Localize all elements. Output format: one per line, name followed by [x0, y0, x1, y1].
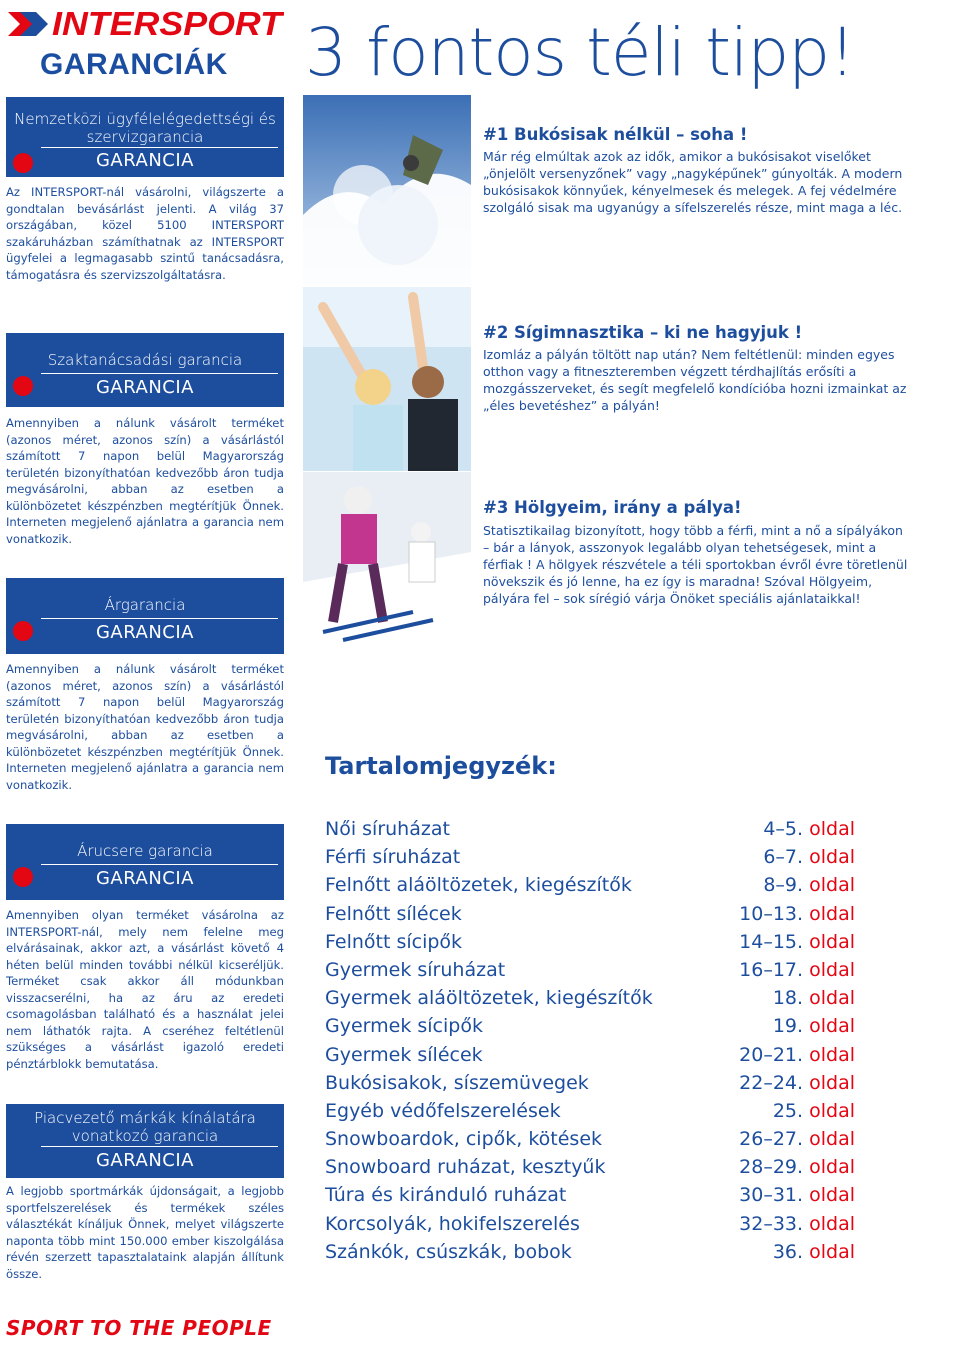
toc-item-pages	[763, 843, 855, 871]
main-title: 3 fontos téli tipp!	[305, 14, 855, 91]
toc-item-label: Gyermek aláöltözetek, kiegészítők	[325, 987, 653, 1010]
toc-row	[325, 1069, 855, 1097]
toc-item-label: Szánkók, csúszkák, bobok	[325, 1240, 572, 1263]
toc-row	[325, 956, 855, 984]
logo-swoosh-icon	[8, 12, 48, 36]
toc-page-range: 4–5.	[763, 818, 804, 840]
tip-heading: #2 Sígimnasztika – ki ne hagyjuk !	[483, 323, 803, 342]
toc-page-range: 19.	[772, 1015, 804, 1038]
toc-item-label: Snowboardok, cipők, kötések	[325, 1128, 603, 1151]
toc-page-range: 6–7.	[763, 846, 804, 869]
red-dot-icon	[13, 153, 33, 173]
intersport-logo	[6, 4, 284, 40]
toc-item-label: Túra és kiránduló ruházat	[325, 1184, 567, 1207]
toc-page-suffix: oldal	[809, 1015, 855, 1038]
red-dot-icon	[13, 621, 33, 641]
toc-page-range: 20–21.	[739, 1043, 804, 1066]
guarantee-text: Amennyiben a nálunk vásárolt terméket (azonos méret, azonos szín) a vásárlástól számított 7 napon belül Magyarország területén bizonyíthatóan kedvezőbb áron tudja megvásárolni, abban az esetben a különbözetet készpénzben megtérítjük Önnek. Interneten megjelenő ajánlatra a garancia nem vonatkozik.	[6, 416, 284, 546]
toc-page-suffix: oldal	[809, 818, 855, 840]
toc-page-range: 30–31.	[739, 1184, 804, 1207]
table-of-contents	[325, 815, 855, 1266]
tip-text: Már rég elmúltak azok az idők, amikor a bukósisakot viselőket „önjelölt versenyzőnek” vagy „nagyképűnek” gúnyolták. A modern bukósisakok könnyűek, kényelmesek és melegek. A fej védelmére szolgáló sisak ma ugyanúgy a sífelszerelés része, mint maga a léc.	[483, 149, 903, 215]
toc-row	[325, 1041, 855, 1069]
toc-item-label: Snowboard ruházat, kesztyűk	[325, 1156, 606, 1179]
toc-page-suffix: oldal	[809, 902, 855, 925]
toc-item-label: Egyéb védőfelszerelések	[325, 1099, 561, 1122]
toc-item-label: Korcsolyák, hokifelszerelés	[325, 1212, 580, 1235]
toc-page-range: 22–24.	[739, 1071, 804, 1094]
toc-row	[325, 984, 855, 1012]
toc-row	[325, 871, 855, 899]
toc-page-range: 28–29.	[739, 1156, 804, 1179]
toc-page-suffix: oldal	[809, 1240, 855, 1263]
toc-item-pages	[739, 900, 855, 928]
guarantee-label: GARANCIA	[95, 377, 194, 398]
toc-item-pages	[739, 956, 855, 984]
toc-row	[325, 1238, 855, 1266]
guarantee-text: Az INTERSPORT-nál vásárolni, világszerte a gondtalan bevásárlást jelenti. A világ 37 országában, közel 5100 INTERSPORT szakáruházban számíthatnak az INTERSPORT ügyfelei a legmagasabb szintű tanácsadásra, támogatásra és szervizszolgáltatásra.	[6, 185, 284, 282]
guarantee-box-international	[6, 97, 284, 177]
toc-item-pages	[739, 1210, 855, 1238]
toc-item-label: Női síruházat	[325, 818, 450, 840]
logo-wordmark: INTERSPORT	[52, 5, 284, 40]
toc-row	[325, 843, 855, 871]
toc-row	[325, 1153, 855, 1181]
toc-item-pages	[739, 1069, 855, 1097]
tip-heading: #3 Hölgyeim, irány a pálya!	[483, 498, 742, 517]
toc-page-range: 14–15.	[739, 930, 804, 953]
photo-women-skiers	[303, 472, 471, 647]
toc-page-range: 10–13.	[739, 902, 804, 925]
tip-text: Izomláz a pályán töltött nap után? Nem feltétlenül: minden egyes otthon vagy a fitneszteremben végzett térdhajlítás erősíti a mozgásszerveket, és segít megfelelő kondícióba hozni izmainkat az „éles bevetéshez” a pályán!	[483, 347, 907, 413]
toc-item-pages	[763, 815, 855, 843]
toc-row	[325, 815, 855, 843]
toc-page-suffix: oldal	[809, 1099, 855, 1122]
red-dot-icon	[13, 376, 33, 396]
toc-page-suffix: oldal	[809, 1156, 855, 1179]
toc-row	[325, 900, 855, 928]
toc-item-label: Gyermek síruházat	[325, 958, 506, 981]
guarantee-box-advice	[6, 333, 284, 407]
toc-item-label: Gyermek sícipők	[325, 1015, 483, 1038]
toc-item-label: Gyermek sílécek	[325, 1043, 483, 1066]
toc-page-suffix: oldal	[809, 1071, 855, 1094]
guarantee-box-price	[6, 578, 284, 654]
toc-row	[325, 1125, 855, 1153]
toc-page-range: 16–17.	[739, 958, 804, 981]
toc-page-suffix: oldal	[809, 1043, 855, 1066]
toc-item-pages	[773, 1012, 855, 1040]
guarantee-box-exchange	[6, 824, 284, 900]
toc-page-range: 25.	[772, 1099, 804, 1122]
toc-item-pages	[739, 1153, 855, 1181]
toc-page-suffix: oldal	[809, 874, 855, 897]
guarantee-label: GARANCIA	[95, 868, 194, 889]
tip-text: Statisztikailag bizonyított, hogy több a férfi, mint a nő a sípályákon – bár a lányok, asszonyok legalább olyan tehetségesek, mint a férfiak ! A hölgyek részvétele a téli sportokban évről évre töretlenül növekszik és jó lenne, ha ez így is maradna! Szóval Hölgyeim, pályára fel – sok sírégió várja Önöket speciális ajánlataikkal!	[483, 523, 908, 606]
toc-page-range: 18.	[772, 987, 804, 1010]
toc-page-suffix: oldal	[809, 1128, 855, 1151]
photo-gymnastics	[303, 287, 471, 471]
toc-item-label: Férfi síruházat	[325, 846, 461, 869]
toc-item-label: Felnőtt aláöltözetek, kiegészítők	[325, 874, 632, 897]
toc-page-suffix: oldal	[809, 987, 855, 1010]
toc-item-pages	[763, 871, 855, 899]
toc-row	[325, 1181, 855, 1209]
toc-item-label: Bukósisakok, síszemüvegek	[325, 1071, 589, 1094]
guarantee-box-brands	[6, 1104, 284, 1178]
toc-item-pages	[773, 1097, 855, 1125]
toc-item-label: Felnőtt sílécek	[325, 902, 462, 925]
guarantee-label: GARANCIA	[95, 1150, 194, 1171]
toc-page-suffix: oldal	[809, 958, 855, 981]
guarantee-title: Árgarancia	[104, 596, 186, 614]
slogan: SPORT TO THE PEOPLE	[6, 1316, 272, 1340]
guarantee-label: GARANCIA	[95, 150, 194, 171]
guarantee-title: Nemzetközi ügyfélelégedettségi és szervizgarancia	[14, 110, 276, 146]
toc-page-suffix: oldal	[809, 1184, 855, 1207]
toc-page-suffix: oldal	[809, 1212, 855, 1235]
tip-heading: #1 Bukósisak nélkül – soha !	[483, 125, 748, 144]
toc-item-pages	[739, 1125, 855, 1153]
toc-item-pages	[773, 984, 855, 1012]
guarantee-title: Szaktanácsadási garancia	[47, 351, 243, 369]
guarantee-title: Árucsere garancia	[77, 842, 213, 860]
toc-row	[325, 1210, 855, 1238]
toc-item-pages	[739, 1181, 855, 1209]
toc-page-suffix: oldal	[809, 930, 855, 953]
guarantee-label: GARANCIA	[95, 622, 194, 643]
toc-page-range: 26–27.	[739, 1128, 804, 1151]
brand-subtitle: GARANCIÁK	[40, 48, 228, 81]
toc-item-pages	[739, 1041, 855, 1069]
guarantee-text: Amennyiben a nálunk vásárolt terméket (azonos méret, azonos szín) a vásárlástól számított 7 napon belül Magyarország területén bizonyíthatóan kedvezőbb áron tudja megvásárolni, abban az esetben a különbözetet készpénzben megtérítjük Önnek. Interneten megjelenő ajánlatra a garancia nem vonatkozik.	[6, 662, 284, 792]
photo-skier-jump	[303, 95, 471, 285]
toc-row	[325, 1012, 855, 1040]
toc-page-range: 32–33.	[739, 1212, 804, 1235]
toc-page-range: 36.	[772, 1240, 804, 1263]
toc-row	[325, 928, 855, 956]
guarantee-title: Piacvezető márkák kínálatára vonatkozó garancia	[34, 1109, 256, 1145]
toc-title: Tartalomjegyzék:	[325, 752, 557, 780]
red-dot-icon	[13, 867, 33, 887]
toc-row	[325, 1097, 855, 1125]
toc-item-pages	[773, 1238, 855, 1266]
guarantee-text: Amennyiben olyan terméket vásárolna az INTERSPORT-nál, mely nem felelne meg elvárásainak, akkor azt, a vásárlást követő 4 héten belül minden további nélkül kicseréljük. Terméket csak akkor áll módunkban visszacserélni, ha az áru az eredeti csomagolásban található és a használat jelei nem láthatók rajta. A cseréhez feltétlenül szükséges a vásárlást igazoló eredeti pénztárblokk bemutatása.	[6, 908, 284, 1071]
guarantee-text: A legjobb sportmárkák újdonságait, a legjobb sportfelszerelések és termékek széles választékát kínáljuk Önnek, melyet világszerte naponta több mint 150.000 ember kiszolgálása révén szerzett tapasztalataink alapján állítunk össze.	[6, 1184, 284, 1281]
toc-item-label: Felnőtt sícipők	[325, 930, 463, 953]
toc-page-suffix: oldal	[809, 846, 855, 869]
toc-item-pages	[739, 928, 855, 956]
toc-page-range: 8–9.	[763, 874, 804, 897]
